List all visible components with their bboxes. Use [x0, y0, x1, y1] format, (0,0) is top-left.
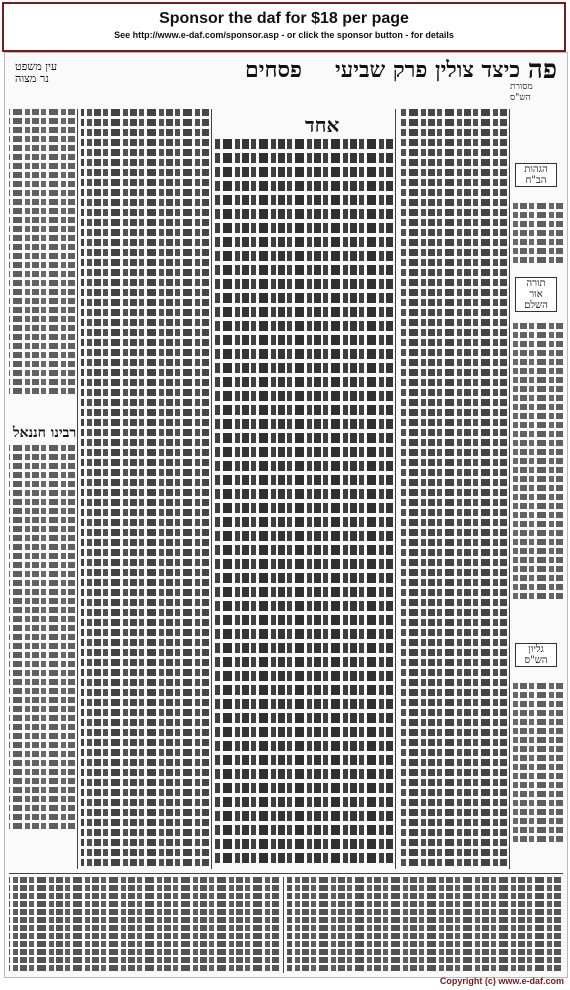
sponsor-subtitle[interactable]: See http://www.e-daf.com/sponsor.asp - or click the sponsor button - for details: [114, 30, 454, 40]
sponsor-title[interactable]: Sponsor the daf for $18 per page: [159, 10, 409, 27]
chapter-name: כיצד צולין פרק שביעי: [335, 57, 521, 83]
copyright-notice[interactable]: Copyright (c) www.e-daf.com: [439, 976, 564, 986]
gemara-main-column: [215, 139, 393, 869]
bottom-divider: [9, 873, 563, 874]
rashi-column: [399, 109, 507, 869]
main-text-opening-word: אחד: [305, 113, 340, 137]
column-divider: [283, 877, 284, 973]
tosafot-column: [81, 109, 209, 869]
rabbeinu-chananel-heading: רבינו חננאל: [13, 425, 77, 441]
column-divider: [211, 109, 212, 869]
column-divider: [509, 109, 510, 869]
sponsor-banner[interactable]: [2, 2, 566, 52]
torah-ohr-label: תורה אור השלם: [515, 277, 557, 312]
page-number: פה: [527, 55, 557, 85]
bottom-notes-left: [9, 877, 279, 973]
column-divider: [77, 109, 78, 869]
bottom-notes-right: [287, 877, 561, 973]
column-divider: [395, 109, 396, 869]
rabbeinu-chananel-column: [9, 445, 75, 865]
gilyon-label: גליון הש"ס: [515, 643, 557, 667]
torah-ohr-column: [513, 323, 563, 633]
talmud-page-scan: [4, 52, 568, 978]
gilyon-column: [513, 683, 563, 863]
masoret-label: מסורת הש"ס: [510, 82, 533, 103]
tractate-name: פסחים: [245, 57, 302, 83]
ein-mishpat-column: [9, 109, 75, 429]
ein-mishpat-label: עין משפט נר מצוה: [15, 60, 58, 85]
hagahot-label: הגהות הב"ח: [515, 163, 557, 187]
page-header: [5, 53, 567, 109]
masoret-hashas-column: [513, 203, 563, 273]
